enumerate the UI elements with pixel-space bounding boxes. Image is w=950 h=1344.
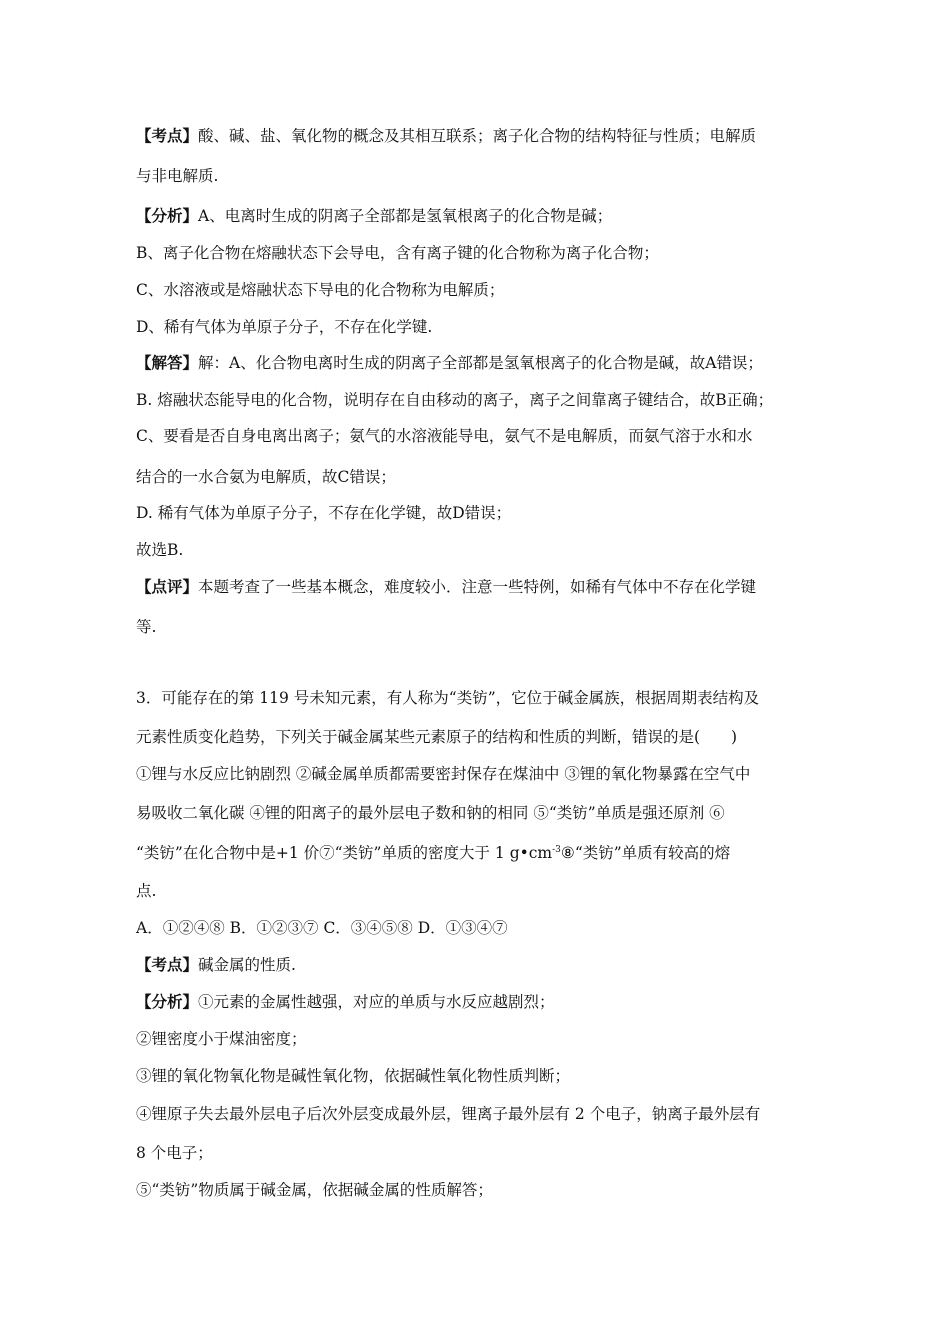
question-3-line-5	[136, 843, 730, 863]
jieda-answer: 故选B.	[136, 541, 184, 559]
q3-fenxi-line	[136, 992, 555, 1012]
q3-fenxi-line-6: ⑤“类钫”物质属于碱金属，依据碱金属的性质解答；	[136, 1181, 493, 1199]
q3-fenxi-line-2: ②锂密度小于煤油密度；	[136, 1030, 307, 1048]
q3-fenxi-line-4: ④锂原子失去最外层电子后次外层变成最外层，锂离子最外层有 2 个电子，钠离子最外层有	[136, 1105, 761, 1123]
dianping-line-2: 等.	[136, 618, 157, 636]
question-3-line-6: 点.	[136, 882, 157, 900]
dianping-tag: 【点评】	[136, 577, 199, 596]
fenxi-line-b: B、离子化合物在熔融状态下会导电，含有离子键的化合物称为离子化合物；	[136, 244, 659, 262]
jieda-line-b: B. 熔融状态能导电的化合物，说明存在自由移动的离子，离子之间靠离子键结合，故B正确；	[136, 391, 774, 409]
question-3-line-1: 3．可能存在的第 119 号未知元素，有人称为“类钫”，它位于碱金属族，根据周期表结构及	[136, 689, 760, 707]
answer-options: A．①②④⑧ B．①②③⑦ C．③④⑤⑧ D．①③④⑦	[136, 919, 508, 937]
line5-part-b: ⑧“类钫”单质有较高的熔	[560, 844, 731, 862]
q3-fenxi-text: ①元素的金属性越强，对应的单质与水反应越剧烈；	[198, 993, 555, 1011]
unit-superscript: -3	[552, 844, 561, 855]
fenxi-text: A、电离时生成的阴离子全部都是氢氧根离子的化合物是碱；	[198, 207, 613, 225]
jieda-line-c2: 结合的一水合氨为电解质，故C错误；	[136, 468, 396, 486]
jieda-text: 解：A、化合物电离时生成的阴离子全部都是氢氧根离子的化合物是碱，故A错误；	[198, 354, 763, 372]
dianping-text: 本题考查了一些基本概念，难度较小．注意一些特例，如稀有气体中不存在化学键	[198, 578, 757, 596]
dianping-line	[136, 577, 756, 597]
kaodian-line-2: 与非电解质.	[136, 167, 219, 185]
kaodian-tag: 【考点】	[136, 126, 199, 145]
question-3-line-3: ①锂与水反应比钠剧烈 ②碱金属单质都需要密封保存在煤油中 ③锂的氧化物暴露在空气中	[136, 765, 751, 783]
q3-kaodian-tag: 【考点】	[136, 955, 199, 974]
jieda-line-c: C、要看是否自身电离出离子；氨气的水溶液能导电，氨气不是电解质，而氨气溶于水和水	[136, 427, 753, 445]
fenxi-line-c: C、水溶液或是熔融状态下导电的化合物称为电解质；	[136, 281, 505, 299]
fenxi-tag: 【分析】	[136, 206, 199, 225]
line5-part-a: “类钫”在化合物中是+1 价⑦“类钫”单质的密度大于 1 g•cm	[136, 844, 553, 862]
jieda-line-d: D. 稀有气体为单原子分子，不存在化学键，故D错误；	[136, 504, 512, 522]
question-3-line-2: 元素性质变化趋势，下列关于碱金属某些元素原子的结构和性质的判断，错误的是( )	[136, 728, 738, 746]
kaodian-line	[136, 126, 756, 146]
fenxi-line-d: D、稀有气体为单原子分子，不存在化学键.	[136, 318, 433, 336]
fenxi-line	[136, 206, 612, 226]
q3-fenxi-line-5: 8 个电子；	[136, 1144, 213, 1162]
q3-fenxi-tag: 【分析】	[136, 992, 199, 1011]
jieda-line	[136, 353, 763, 373]
q3-kaodian-line	[136, 955, 296, 975]
q3-fenxi-line-3: ③锂的氧化物氧化物是碱性氧化物，依据碱性氧化物性质判断；	[136, 1067, 571, 1085]
question-3-line-4: 易吸收二氧化碳 ④锂的阳离子的最外层电子数和钠的相同 ⑤“类钫”单质是强还原剂 ⑥	[136, 804, 725, 822]
jieda-tag: 【解答】	[136, 353, 199, 372]
q3-kaodian-text: 碱金属的性质.	[198, 956, 296, 974]
kaodian-text: 酸、碱、盐、氧化物的概念及其相互联系；离子化合物的结构特征与性质；电解质	[198, 127, 757, 145]
